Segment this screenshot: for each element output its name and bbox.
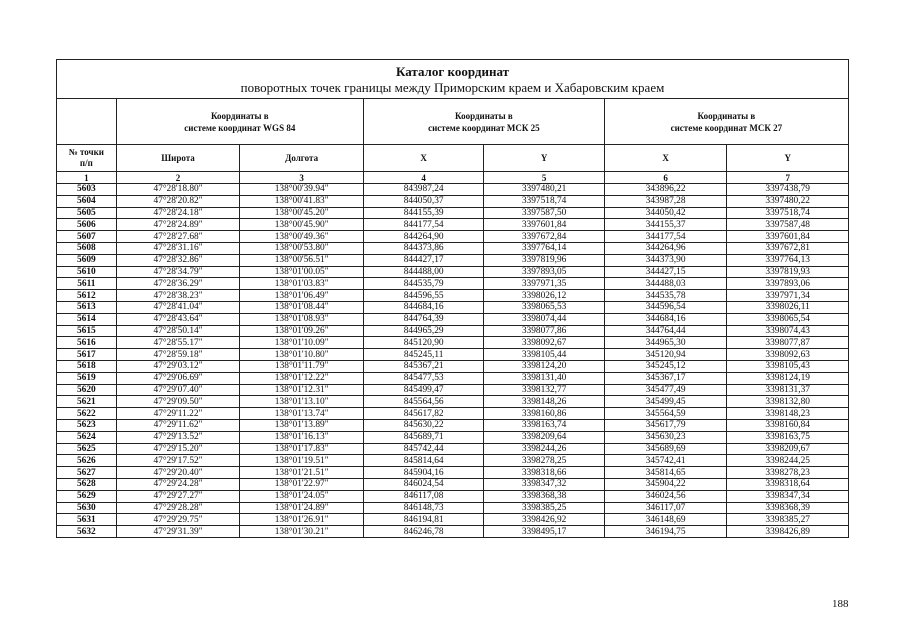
table-cell: 3398026,12 <box>484 290 604 302</box>
system-header-msk25: Координаты в системе координат МСК 25 <box>363 99 604 145</box>
table-cell: 138°01'13.10" <box>240 396 364 408</box>
table-cell: 138°01'08.44" <box>240 301 364 313</box>
table-cell: 47°29'17.52" <box>116 455 240 467</box>
table-cell: 846024,54 <box>363 478 483 490</box>
table-cell: 138°01'22.97" <box>240 478 364 490</box>
table-row <box>57 384 849 396</box>
table-cell: 345120,94 <box>604 349 727 361</box>
table-cell: 345617,79 <box>604 419 727 431</box>
table-cell: 344488,03 <box>604 278 727 290</box>
table-cell: 47°28'50.14" <box>116 325 240 337</box>
table-cell: 5603 <box>57 184 117 196</box>
table-cell: 138°01'09.26" <box>240 325 364 337</box>
table-cell: 138°00'45.90" <box>240 219 364 231</box>
table-cell: 844535,79 <box>363 278 483 290</box>
table-cell: 3398209,67 <box>727 443 849 455</box>
column-header: X <box>604 145 727 172</box>
table-cell: 345904,22 <box>604 478 727 490</box>
table-cell: 345814,65 <box>604 467 727 479</box>
table-cell: 5607 <box>57 231 117 243</box>
table-row <box>57 254 849 266</box>
column-number: 7 <box>727 172 849 184</box>
table-cell: 5609 <box>57 254 117 266</box>
table-row <box>57 266 849 278</box>
table-cell: 5613 <box>57 301 117 313</box>
table-cell: 345499,45 <box>604 396 727 408</box>
page-number: 188 <box>832 598 849 610</box>
table-cell: 845742,44 <box>363 443 483 455</box>
table-cell: 844596,55 <box>363 290 483 302</box>
table-cell: 47°29'28.28" <box>116 502 240 514</box>
table-row <box>57 455 849 467</box>
table-cell: 3398244,26 <box>484 443 604 455</box>
table-cell: 47°28'43.64" <box>116 313 240 325</box>
table-cell: 844488,00 <box>363 266 483 278</box>
table-cell: 5626 <box>57 455 117 467</box>
table-cell: 3397819,93 <box>727 266 849 278</box>
table-cell: 844155,39 <box>363 207 483 219</box>
column-number: 6 <box>604 172 727 184</box>
catalog-subtitle: поворотных точек границы между Приморским краем и Хабаровским краем <box>240 80 665 95</box>
table-cell: 3397518,74 <box>727 207 849 219</box>
table-row <box>57 290 849 302</box>
table-cell: 5608 <box>57 242 117 254</box>
column-number: 5 <box>484 172 604 184</box>
table-cell: 47°28'59.18" <box>116 349 240 361</box>
table-cell: 3397601,84 <box>727 231 849 243</box>
table-cell: 47°29'31.39" <box>116 526 240 538</box>
table-row <box>57 325 849 337</box>
table-row <box>57 443 849 455</box>
table-cell: 5610 <box>57 266 117 278</box>
table-cell: 5617 <box>57 349 117 361</box>
table-cell: 344965,30 <box>604 337 727 349</box>
table-cell: 3398124,20 <box>484 360 604 372</box>
table-cell: 138°00'41.83" <box>240 195 364 207</box>
table-row <box>57 278 849 290</box>
table-cell: 47°28'41.04" <box>116 301 240 313</box>
table-cell: 138°00'49.36" <box>240 231 364 243</box>
table-cell: 5606 <box>57 219 117 231</box>
table-row <box>57 349 849 361</box>
table-cell: 138°01'24.89" <box>240 502 364 514</box>
table-cell: 5604 <box>57 195 117 207</box>
table-cell: 344684,16 <box>604 313 727 325</box>
table-cell: 3397587,48 <box>727 219 849 231</box>
table-cell: 845367,21 <box>363 360 483 372</box>
table-cell: 846148,73 <box>363 502 483 514</box>
table-cell: 3398426,92 <box>484 514 604 526</box>
table-cell: 138°01'00.05" <box>240 266 364 278</box>
table-cell: 844684,16 <box>363 301 483 313</box>
column-number: 1 <box>57 172 117 184</box>
table-row <box>57 301 849 313</box>
table-cell: 844764,39 <box>363 313 483 325</box>
table-cell: 47°28'20.82" <box>116 195 240 207</box>
table-cell: 47°28'18.80" <box>116 184 240 196</box>
table-cell: 47°29'27.27" <box>116 490 240 502</box>
coordinate-catalog <box>56 59 849 538</box>
table-cell: 47°29'06.69" <box>116 372 240 384</box>
table-cell: 845564,56 <box>363 396 483 408</box>
table-row <box>57 467 849 479</box>
table-cell: 345689,69 <box>604 443 727 455</box>
table-cell: 138°01'10.80" <box>240 349 364 361</box>
table-cell: 3398495,17 <box>484 526 604 538</box>
table-cell: 846194,81 <box>363 514 483 526</box>
table-cell: 138°00'39.94" <box>240 184 364 196</box>
table-cell: 138°00'45.20" <box>240 207 364 219</box>
table-cell: 5629 <box>57 490 117 502</box>
table-cell: 138°00'53.80" <box>240 242 364 254</box>
column-number: 4 <box>363 172 483 184</box>
table-cell: 3398160,84 <box>727 419 849 431</box>
table-cell: 5625 <box>57 443 117 455</box>
table-row <box>57 490 849 502</box>
table-cell: 844427,17 <box>363 254 483 266</box>
table-cell: 3398074,44 <box>484 313 604 325</box>
table-cell: 3398318,64 <box>727 478 849 490</box>
table-cell: 3398318,66 <box>484 467 604 479</box>
table-row <box>57 219 849 231</box>
table-cell: 3398209,64 <box>484 431 604 443</box>
table-cell: 47°29'09.50" <box>116 396 240 408</box>
table-cell: 138°01'16.13" <box>240 431 364 443</box>
table-cell: 846117,08 <box>363 490 483 502</box>
table-cell: 47°29'24.28" <box>116 478 240 490</box>
table-row <box>57 184 849 196</box>
table-cell: 344764,44 <box>604 325 727 337</box>
table-row <box>57 372 849 384</box>
table-cell: 845904,16 <box>363 467 483 479</box>
table-cell: 47°28'24.89" <box>116 219 240 231</box>
table-cell: 3398026,11 <box>727 301 849 313</box>
table-row <box>57 408 849 420</box>
table-cell: 138°01'19.51" <box>240 455 364 467</box>
table-cell: 47°28'38.23" <box>116 290 240 302</box>
table-cell: 3398347,34 <box>727 490 849 502</box>
table-cell: 3398385,27 <box>727 514 849 526</box>
table-cell: 3398074,43 <box>727 325 849 337</box>
catalog-title: Каталог координат <box>395 64 509 79</box>
table-cell: 344596,54 <box>604 301 727 313</box>
table-cell: 346117,07 <box>604 502 727 514</box>
table-cell: 3398131,40 <box>484 372 604 384</box>
table-cell: 138°01'03.83" <box>240 278 364 290</box>
table-cell: 138°01'13.74" <box>240 408 364 420</box>
table-cell: 3398368,38 <box>484 490 604 502</box>
table-cell: 5611 <box>57 278 117 290</box>
table-cell: 47°29'07.40" <box>116 384 240 396</box>
table-row <box>57 195 849 207</box>
column-header: Y <box>727 145 849 172</box>
table-row <box>57 514 849 526</box>
table-cell: 845245,11 <box>363 349 483 361</box>
table-cell: 844264,90 <box>363 231 483 243</box>
table-cell: 3398077,86 <box>484 325 604 337</box>
table-cell: 3397819,96 <box>484 254 604 266</box>
table-cell: 3398385,25 <box>484 502 604 514</box>
table-cell: 3398278,25 <box>484 455 604 467</box>
table-cell: 138°01'13.89" <box>240 419 364 431</box>
table-cell: 47°28'27.68" <box>116 231 240 243</box>
table-cell: 3398244,25 <box>727 455 849 467</box>
table-cell: 3398426,89 <box>727 526 849 538</box>
table-cell: 5616 <box>57 337 117 349</box>
table-cell: 5628 <box>57 478 117 490</box>
table-cell: 345245,12 <box>604 360 727 372</box>
table-cell: 3397480,21 <box>484 184 604 196</box>
table-row <box>57 207 849 219</box>
table-row <box>57 502 849 514</box>
table-cell: 3397971,35 <box>484 278 604 290</box>
table-row <box>57 526 849 538</box>
table-cell: 845477,53 <box>363 372 483 384</box>
table-cell: 47°29'03.12" <box>116 360 240 372</box>
table-cell: 3397438,79 <box>727 184 849 196</box>
table-cell: 138°01'08.93" <box>240 313 364 325</box>
table-cell: 3398124,19 <box>727 372 849 384</box>
table-cell: 3398092,67 <box>484 337 604 349</box>
table-cell: 3397480,22 <box>727 195 849 207</box>
column-header: Y <box>484 145 604 172</box>
system-header-wgs84: Координаты в системе координат WGS 84 <box>116 99 363 145</box>
table-cell: 3398092,63 <box>727 349 849 361</box>
table-cell: 346194,75 <box>604 526 727 538</box>
column-number: 2 <box>116 172 240 184</box>
table-cell: 3398131,37 <box>727 384 849 396</box>
table-cell: 344427,15 <box>604 266 727 278</box>
table-row <box>57 313 849 325</box>
table-cell: 844177,54 <box>363 219 483 231</box>
table-cell: 5615 <box>57 325 117 337</box>
table-row <box>57 478 849 490</box>
table-row <box>57 337 849 349</box>
table-row <box>57 231 849 243</box>
table-cell: 343987,28 <box>604 195 727 207</box>
table-cell: 5605 <box>57 207 117 219</box>
table-cell: 138°01'10.09" <box>240 337 364 349</box>
table-cell: 3398368,39 <box>727 502 849 514</box>
table-cell: 845814,64 <box>363 455 483 467</box>
column-header: № точки п/п <box>57 145 117 172</box>
table-cell: 345477,49 <box>604 384 727 396</box>
table-cell: 844050,37 <box>363 195 483 207</box>
table-cell: 344177,54 <box>604 231 727 243</box>
table-cell: 5619 <box>57 372 117 384</box>
table-row <box>57 396 849 408</box>
blank-header-cell <box>57 99 117 145</box>
system-header-msk27: Координаты в системе координат МСК 27 <box>604 99 848 145</box>
column-header: Широта <box>116 145 240 172</box>
table-cell: 47°28'55.17" <box>116 337 240 349</box>
table-cell: 47°28'36.29" <box>116 278 240 290</box>
table-cell: 5627 <box>57 467 117 479</box>
table-cell: 138°01'17.83" <box>240 443 364 455</box>
table-cell: 47°29'20.40" <box>116 467 240 479</box>
table-cell: 47°28'31.16" <box>116 242 240 254</box>
table-cell: 3398077,87 <box>727 337 849 349</box>
table-cell: 5620 <box>57 384 117 396</box>
table-cell: 5612 <box>57 290 117 302</box>
table-cell: 138°01'11.79" <box>240 360 364 372</box>
table-cell: 843987,24 <box>363 184 483 196</box>
title-cell <box>57 60 849 99</box>
table-cell: 845617,82 <box>363 408 483 420</box>
table-row <box>57 360 849 372</box>
table-cell: 844965,29 <box>363 325 483 337</box>
table-cell: 5618 <box>57 360 117 372</box>
table-cell: 138°01'26.91" <box>240 514 364 526</box>
table-cell: 138°01'12.31" <box>240 384 364 396</box>
table-cell: 5622 <box>57 408 117 420</box>
table-cell: 845689,71 <box>363 431 483 443</box>
table-cell: 47°29'13.52" <box>116 431 240 443</box>
table-cell: 3397893,06 <box>727 278 849 290</box>
table-cell: 344264,96 <box>604 242 727 254</box>
table-cell: 346024,56 <box>604 490 727 502</box>
table-cell: 345630,23 <box>604 431 727 443</box>
table-cell: 3397672,81 <box>727 242 849 254</box>
table-cell: 3397587,50 <box>484 207 604 219</box>
table-cell: 5631 <box>57 514 117 526</box>
table-cell: 47°28'32.86" <box>116 254 240 266</box>
table-cell: 345564,59 <box>604 408 727 420</box>
table-cell: 3397601,84 <box>484 219 604 231</box>
table-cell: 3398105,43 <box>727 360 849 372</box>
table-cell: 3398160,86 <box>484 408 604 420</box>
table-cell: 3398065,53 <box>484 301 604 313</box>
table-cell: 345742,41 <box>604 455 727 467</box>
column-number: 3 <box>240 172 364 184</box>
table-cell: 3398148,23 <box>727 408 849 420</box>
table-cell: 3397971,34 <box>727 290 849 302</box>
table-cell: 3398132,80 <box>727 396 849 408</box>
table-cell: 138°01'12.22" <box>240 372 364 384</box>
table-row <box>57 242 849 254</box>
table-cell: 3397518,74 <box>484 195 604 207</box>
table-cell: 138°00'56.51" <box>240 254 364 266</box>
table-cell: 47°29'11.22" <box>116 408 240 420</box>
table-cell: 5614 <box>57 313 117 325</box>
table-cell: 346148,69 <box>604 514 727 526</box>
table-cell: 3397672,84 <box>484 231 604 243</box>
table-cell: 138°01'30.21" <box>240 526 364 538</box>
table-cell: 844373,86 <box>363 242 483 254</box>
table-cell: 5623 <box>57 419 117 431</box>
table-cell: 3398163,75 <box>727 431 849 443</box>
table-cell: 344050,42 <box>604 207 727 219</box>
table-cell: 845499,47 <box>363 384 483 396</box>
table-cell: 3398065,54 <box>727 313 849 325</box>
table-cell: 344155,37 <box>604 219 727 231</box>
table-cell: 138°01'24.05" <box>240 490 364 502</box>
catalog-table <box>56 59 849 538</box>
table-cell: 138°01'21.51" <box>240 467 364 479</box>
table-cell: 47°29'29.75" <box>116 514 240 526</box>
table-cell: 845630,22 <box>363 419 483 431</box>
table-row <box>57 431 849 443</box>
table-cell: 344373,90 <box>604 254 727 266</box>
table-cell: 3398148,26 <box>484 396 604 408</box>
table-cell: 138°01'06.49" <box>240 290 364 302</box>
column-header: X <box>363 145 483 172</box>
table-cell: 344535,78 <box>604 290 727 302</box>
table-cell: 845120,90 <box>363 337 483 349</box>
table-cell: 47°29'11.62" <box>116 419 240 431</box>
table-cell: 3398278,23 <box>727 467 849 479</box>
table-cell: 3397764,14 <box>484 242 604 254</box>
table-cell: 5630 <box>57 502 117 514</box>
table-cell: 5632 <box>57 526 117 538</box>
table-cell: 5624 <box>57 431 117 443</box>
table-cell: 47°28'34.79" <box>116 266 240 278</box>
table-cell: 846246,78 <box>363 526 483 538</box>
table-cell: 3397893,05 <box>484 266 604 278</box>
table-cell: 3398163,74 <box>484 419 604 431</box>
table-cell: 47°29'15.20" <box>116 443 240 455</box>
table-cell: 3398105,44 <box>484 349 604 361</box>
column-header: Долгота <box>240 145 364 172</box>
table-row <box>57 419 849 431</box>
table-cell: 3398132,77 <box>484 384 604 396</box>
table-cell: 343896,22 <box>604 184 727 196</box>
table-cell: 47°28'24.18" <box>116 207 240 219</box>
table-cell: 345367,17 <box>604 372 727 384</box>
table-cell: 3397764,13 <box>727 254 849 266</box>
table-cell: 5621 <box>57 396 117 408</box>
table-cell: 3398347,32 <box>484 478 604 490</box>
